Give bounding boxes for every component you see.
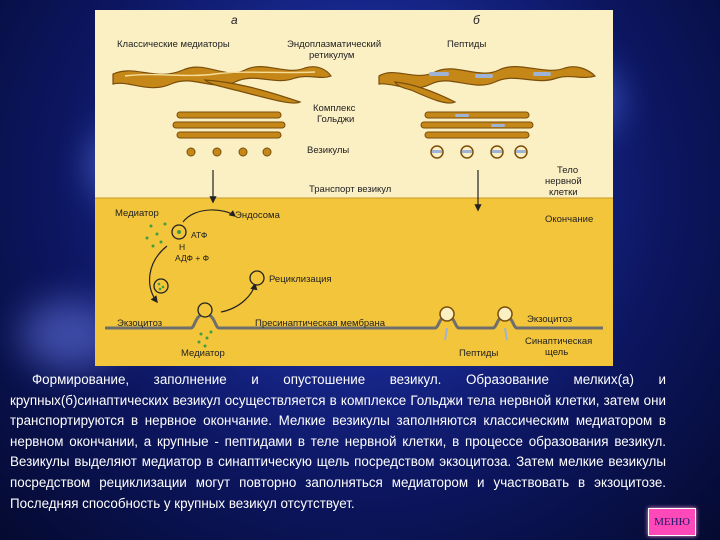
label-endosome: Эндосома <box>235 210 280 221</box>
label-peptides-bottom: Пептиды <box>459 348 499 359</box>
label-cleft-1: Синаптическая <box>525 336 593 347</box>
label-exocytosis-left: Экзоцитоз <box>117 318 163 329</box>
label-peptides-top: Пептиды <box>447 39 487 50</box>
exocytosis-vesicle-left <box>198 303 212 317</box>
label-exocytosis-right: Экзоцитоз <box>527 314 573 325</box>
label-golgi-2: Гольджи <box>317 114 355 125</box>
golgi-right <box>421 112 533 138</box>
label-er-1: Эндоплазматический <box>287 39 382 50</box>
label-adp: АДФ + Ф <box>175 253 210 263</box>
label-cell-body-1: Тело <box>557 165 579 176</box>
exocytosis-vesicle-right-1 <box>440 307 454 321</box>
label-mediator-bottom: Медиатор <box>181 348 225 359</box>
label-vesicles: Везикулы <box>307 145 350 156</box>
label-classic-mediators: Классические медиаторы <box>117 39 230 50</box>
label-h: Н <box>179 242 186 252</box>
label-cell-body-3: клетки <box>549 187 578 198</box>
exocytosis-vesicle-right-2 <box>498 307 512 321</box>
label-atp: АТФ <box>191 230 208 240</box>
panel-label-b: б <box>473 13 480 27</box>
panel-label-a: а <box>231 13 238 27</box>
label-mediator-top: Медиатор <box>115 208 159 219</box>
filled-vesicle <box>154 279 168 293</box>
label-terminal: Окончание <box>545 214 594 225</box>
vesicle-cycle-diagram <box>95 10 613 366</box>
label-cleft-2: щель <box>545 347 569 358</box>
menu-button[interactable]: МЕНЮ <box>648 508 696 536</box>
label-recycling: Рециклизация <box>269 274 332 285</box>
label-golgi-1: Комплекс <box>313 103 356 114</box>
label-cell-body-2: нервной <box>545 176 582 187</box>
label-er-2: ретикулум <box>309 50 355 61</box>
label-transport: Транспорт везикул <box>309 184 392 195</box>
golgi-left <box>173 112 285 138</box>
recycling-vesicle <box>250 271 264 285</box>
caption-text: Формирование, заполнение и опустошение везикул. Образование мелких(а) и крупных(б)синаптических везикул осуществляется в комплексе Гольджи тела нервной клетки, затем они транспортируются в нервное окончание. Мелкие везикулы заполняются классическим медиатором в нервном окончании, а крупные - пептидами в теле нервной клетки, в процессе образования везикул. Везикулы выделяют медиатор в синаптическую щель посредством экзоцитоза. Затем мелкие везикулы посредством рециклизации могут повторно заполняться медиатором и участвовать в экзоцитозе. Последняя способность у крупных везикул отсутствует. <box>10 372 666 511</box>
label-presynaptic: Пресинаптическая мембрана <box>255 318 385 329</box>
